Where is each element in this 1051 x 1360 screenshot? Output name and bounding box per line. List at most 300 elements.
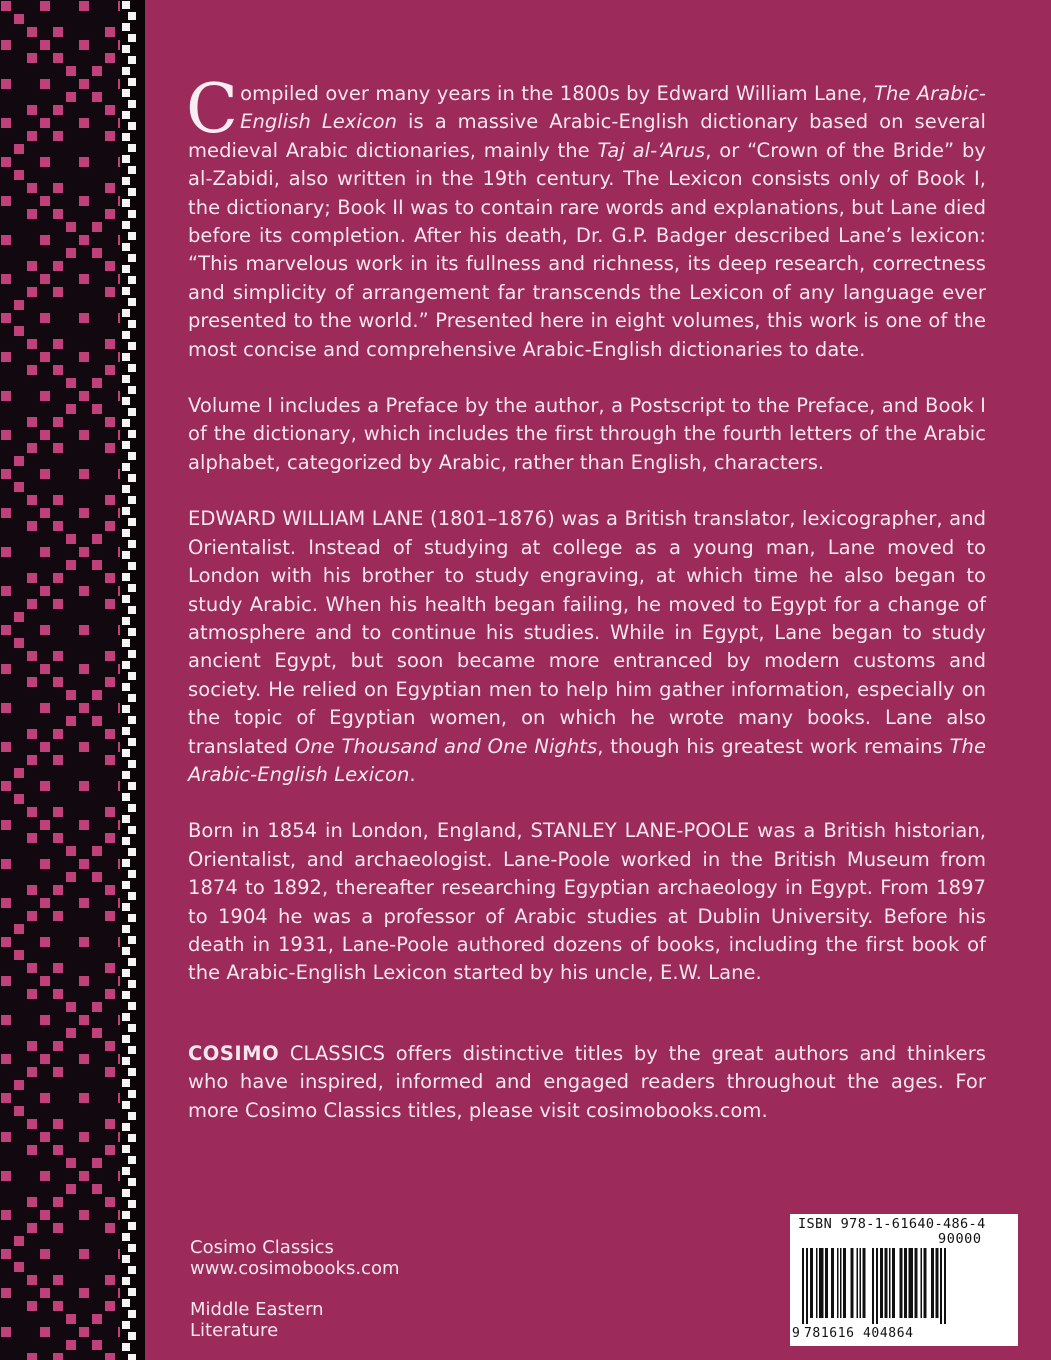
pattern-dot	[1, 1093, 11, 1103]
pattern-dot	[27, 573, 37, 583]
isbn-barcode: ISBN 978-1-61640-486-4 90000 9 781616 404864	[790, 1214, 1018, 1346]
pattern-dot	[1, 1015, 11, 1025]
pattern-dot	[14, 1236, 24, 1246]
pattern-dot	[92, 1158, 102, 1168]
checker-square	[128, 826, 136, 834]
pattern-dot	[79, 1210, 89, 1220]
pattern-dot	[105, 105, 115, 115]
pattern-dot	[40, 937, 50, 947]
publisher-website: www.cosimobooks.com	[190, 1258, 400, 1279]
pattern-dot	[53, 1353, 63, 1360]
checker-square	[128, 298, 136, 306]
checker-square	[122, 727, 130, 735]
pattern-dot	[40, 1093, 50, 1103]
pattern-dot	[1, 586, 11, 596]
checker-square	[128, 276, 136, 284]
checker-square	[122, 155, 130, 163]
pattern-dot	[1, 664, 11, 674]
pattern-dot	[53, 53, 63, 63]
checker-square	[122, 749, 130, 757]
pattern-dot	[92, 560, 102, 570]
pattern-dot	[27, 1301, 37, 1311]
pattern-dot	[40, 235, 50, 245]
checker-square	[128, 804, 136, 812]
checker-square	[122, 1277, 130, 1285]
pattern-dot	[53, 1197, 63, 1207]
pattern-dot	[105, 911, 115, 921]
pattern-dot	[40, 274, 50, 284]
source-title-italic: Taj al-‘Arus	[597, 138, 706, 162]
pattern-dot	[105, 729, 115, 739]
pattern-dot	[105, 521, 115, 531]
checker-square	[128, 562, 136, 570]
pattern-dot	[1, 79, 11, 89]
checker-square	[128, 1134, 136, 1142]
checker-square	[128, 1288, 136, 1296]
pattern-dot	[40, 664, 50, 674]
checker-square	[128, 12, 136, 20]
pattern-dot	[40, 898, 50, 908]
checker-square	[128, 606, 136, 614]
publisher-blurb: COSIMO CLASSICS offers distinctive titles by the great authors and thinkers who have inspired, informed and engaged readers throughout the ages. For more Cosimo Classics titles, please visit cosimobooks.com.	[188, 1041, 986, 1122]
pattern-dot	[27, 339, 37, 349]
pattern-dot	[105, 807, 115, 817]
checker-square	[128, 474, 136, 482]
pattern-dot	[105, 755, 115, 765]
checker-square	[128, 254, 136, 262]
checker-square	[128, 1156, 136, 1164]
checker-square	[122, 1035, 130, 1043]
barcode-bar	[810, 1248, 813, 1318]
pattern-dot	[1, 742, 11, 752]
pattern-dot	[105, 1041, 115, 1051]
pattern-dot	[66, 378, 76, 388]
pattern-dot	[53, 339, 63, 349]
pattern-dot	[92, 248, 102, 258]
border-edge	[138, 0, 145, 1360]
checker-square	[122, 881, 130, 889]
pattern-dot	[1, 1, 11, 11]
pattern-dot	[92, 716, 102, 726]
pattern-dot	[92, 534, 102, 544]
pattern-dot	[105, 989, 115, 999]
pattern-dot	[27, 521, 37, 531]
pattern-dot	[14, 1080, 24, 1090]
pattern-dot	[27, 963, 37, 973]
pattern-dot	[40, 508, 50, 518]
barcode-bar	[876, 1248, 878, 1324]
pattern-dot	[40, 1249, 50, 1259]
pattern-dot	[40, 625, 50, 635]
pattern-dot	[1, 274, 11, 284]
pattern-dot	[66, 872, 76, 882]
pattern-dot	[53, 885, 63, 895]
checker-square	[122, 771, 130, 779]
pattern-dot	[40, 742, 50, 752]
pattern-dot	[92, 1340, 102, 1350]
decorative-pattern-strip	[0, 0, 120, 1360]
pattern-dot	[14, 1106, 24, 1116]
pattern-dot	[92, 404, 102, 414]
pattern-dot	[1, 1249, 11, 1259]
checker-square	[122, 639, 130, 647]
checker-square	[128, 738, 136, 746]
pattern-dot	[53, 729, 63, 739]
pattern-dot	[14, 950, 24, 960]
pattern-dot	[27, 209, 37, 219]
pattern-dot	[27, 729, 37, 739]
pattern-dot	[79, 781, 89, 791]
pattern-dot	[14, 326, 24, 336]
barcode-bar	[860, 1248, 862, 1318]
pattern-dot	[27, 755, 37, 765]
pattern-dot	[27, 365, 37, 375]
pattern-dot	[66, 66, 76, 76]
pattern-dot	[40, 118, 50, 128]
checker-square	[122, 1255, 130, 1263]
checker-square	[128, 1024, 136, 1032]
pattern-dot	[53, 573, 63, 583]
pattern-dot	[66, 1314, 76, 1324]
pattern-dot	[1, 40, 11, 50]
checker-square	[122, 793, 130, 801]
checker-square	[128, 1046, 136, 1054]
book-title-italic: The Arabic-English Lexicon	[188, 734, 986, 786]
barcode-bar	[885, 1248, 888, 1318]
author-bio-lane: EDWARD WILLIAM LANE (1801–1876) was a British translator, lexicographer, and Orientalist. Instead of studying at college as a young man, Lane moved to London with his brother to study engraving, at which time he also began to study Arabic. When his health began failing, he moved to Egypt for a change of atmosphere and to continue his studies. While in Egypt, Lane began to study ancient Egypt, but soon became more entranced by modern customs and society. He relied on Egyptian men to help him gather information, especially on the topic of Egyptian women, on which he wrote many books. Lane also translated One Thousand and One Nights, though his greatest work remains The Arabic-English Lexicon.	[188, 507, 986, 786]
pattern-dot	[79, 976, 89, 986]
pattern-dot	[79, 235, 89, 245]
pattern-dot	[92, 1184, 102, 1194]
pattern-dot	[40, 196, 50, 206]
checker-square	[122, 815, 130, 823]
pattern-dot	[1, 235, 11, 245]
barcode-bar	[880, 1248, 883, 1318]
pattern-dot	[79, 1132, 89, 1142]
publisher-info	[190, 1237, 400, 1279]
checker-square	[128, 34, 136, 42]
pattern-dot	[40, 391, 50, 401]
checker-square	[128, 584, 136, 592]
checker-square	[122, 925, 130, 933]
pattern-dot	[40, 79, 50, 89]
pattern-dot	[79, 898, 89, 908]
pattern-dot	[79, 937, 89, 947]
pattern-dot	[79, 703, 89, 713]
pattern-dot	[14, 1262, 24, 1272]
pattern-dot	[1, 1288, 11, 1298]
checker-square	[128, 870, 136, 878]
barcode-bar	[837, 1248, 839, 1318]
checker-square	[128, 210, 136, 218]
barcode-bar	[909, 1248, 914, 1318]
pattern-dot	[66, 534, 76, 544]
checker-square	[128, 694, 136, 702]
pattern-dot	[92, 690, 102, 700]
pattern-dot	[105, 287, 115, 297]
barcode-bar	[900, 1248, 903, 1318]
pattern-dot	[66, 1028, 76, 1038]
barcode-bar	[825, 1248, 828, 1318]
pattern-dot	[40, 820, 50, 830]
pattern-dot	[79, 1327, 89, 1337]
pattern-dot	[40, 586, 50, 596]
pattern-dot	[1, 937, 11, 947]
checker-square	[128, 166, 136, 174]
pattern-dot	[105, 339, 115, 349]
barcode-bar	[819, 1248, 824, 1318]
pattern-dot	[14, 170, 24, 180]
pattern-dot	[1, 1210, 11, 1220]
pattern-dot	[27, 1275, 37, 1285]
pattern-dot	[79, 820, 89, 830]
checker-square	[122, 133, 130, 141]
pattern-dot	[79, 274, 89, 284]
pattern-dot	[66, 846, 76, 856]
pattern-dot	[1, 976, 11, 986]
checker-square	[122, 419, 130, 427]
pattern-dot	[92, 846, 102, 856]
price-code: 90000	[938, 1231, 982, 1247]
checker-square	[122, 441, 130, 449]
pattern-dot	[79, 118, 89, 128]
checker-square	[128, 980, 136, 988]
pattern-dot	[27, 495, 37, 505]
pattern-dot	[66, 690, 76, 700]
pattern-dot	[53, 261, 63, 271]
pattern-dot	[14, 482, 24, 492]
pattern-dot	[53, 105, 63, 115]
pattern-dot	[79, 547, 89, 557]
pattern-dot	[40, 781, 50, 791]
pattern-dot	[79, 196, 89, 206]
pattern-dot	[1, 196, 11, 206]
checker-square	[128, 452, 136, 460]
pattern-dot	[105, 1197, 115, 1207]
checker-square	[122, 1, 130, 9]
pattern-dot	[79, 625, 89, 635]
barcode-bar	[940, 1248, 942, 1324]
pattern-dot	[53, 911, 63, 921]
pattern-dot	[79, 79, 89, 89]
checker-square	[122, 1211, 130, 1219]
checker-square	[128, 540, 136, 548]
pattern-dot	[27, 417, 37, 427]
barcode-bar	[889, 1248, 891, 1318]
pattern-dot	[14, 456, 24, 466]
pattern-dot	[105, 599, 115, 609]
checker-square	[128, 892, 136, 900]
checker-square	[122, 1321, 130, 1329]
book-category: Middle Eastern Literature	[190, 1299, 324, 1341]
pattern-dot	[92, 92, 102, 102]
checker-square	[122, 1057, 130, 1065]
pattern-dot	[27, 53, 37, 63]
pattern-dot	[1, 547, 11, 557]
drop-cap: C	[186, 70, 239, 149]
pattern-dot	[105, 1353, 115, 1360]
checker-square	[128, 914, 136, 922]
checker-square	[128, 672, 136, 680]
pattern-dot	[14, 300, 24, 310]
barcode-bar	[816, 1248, 818, 1318]
pattern-dot	[105, 261, 115, 271]
pattern-dot	[14, 638, 24, 648]
pattern-dot	[1, 703, 11, 713]
checker-square	[122, 353, 130, 361]
barcode-bar	[931, 1248, 934, 1318]
description-paragraph-2: Volume I includes a Preface by the author, a Postscript to the Preface, and Book I of the dictionary, which includes the first through the fourth letters of the Arabic alphabet, categorized by Arabic, rather than English, characters.	[188, 394, 986, 474]
pattern-dot	[79, 508, 89, 518]
pattern-dot	[14, 14, 24, 24]
pattern-dot	[53, 755, 63, 765]
pattern-dot	[40, 40, 50, 50]
pattern-dot	[40, 547, 50, 557]
pattern-dot	[27, 27, 37, 37]
checker-square	[128, 1244, 136, 1252]
pattern-dot	[53, 443, 63, 453]
pattern-dot	[53, 1119, 63, 1129]
pattern-dot	[53, 417, 63, 427]
pattern-dot	[40, 859, 50, 869]
work-title-italic: One Thousand and One Nights	[294, 734, 598, 758]
checker-square	[122, 177, 130, 185]
pattern-dot	[27, 911, 37, 921]
barcode-bar	[802, 1248, 804, 1324]
pattern-dot	[14, 794, 24, 804]
description-paragraph-1: Compiled over many years in the 1800s by Edward William Lane, The Arabic-English Lexicon is a massive Arabic-English dictionary based on several medieval Arabic dictionaries, mainly the Taj al-‘Arus, or “Crown of the Bride” by al-Zabidi, also written in the 19th century. The Lexicon consists only of Book I, the dictionary; Book II was to contain rare words and explanations, but Lane died before its completion. After his death, Dr. G.P. Badger described Lane’s lexicon: “This marvelous work in its fullness and richness, its deep research, correctness and simplicity of arrangement far transcends the Lexicon of any language ever presented to the world.” Presented here in eight volumes, this work is one of the most concise and comprehensive Arabic-English dictionaries to date.	[186, 70, 986, 361]
checker-square	[122, 1013, 130, 1021]
author-bio-lane-poole: Born in 1854 in London, England, STANLEY LANE-POOLE was a British historian, Orientalist, and archaeologist. Lane-Poole worked in the British Museum from 1874 to 1892, thereafter researching Egyptian archaeology in Egypt. From 1897 to 1904 he was a professor of Arabic studies at Dublin University. Before his death in 1931, Lane-Poole authored dozens of books, including the first book of the Arabic-English Lexicon started by his uncle, E.W. Lane.	[188, 819, 986, 985]
checker-square	[122, 111, 130, 119]
checker-square	[128, 78, 136, 86]
pattern-dot	[105, 495, 115, 505]
checker-square	[128, 1178, 136, 1186]
pattern-dot	[27, 287, 37, 297]
checker-square	[128, 1112, 136, 1120]
pattern-dot	[27, 1041, 37, 1051]
checker-square	[128, 958, 136, 966]
pattern-dot	[105, 651, 115, 661]
barcode-bar	[863, 1248, 866, 1318]
pattern-dot	[40, 1327, 50, 1337]
checker-square	[128, 1332, 136, 1340]
pattern-dot	[53, 807, 63, 817]
pattern-dot	[27, 807, 37, 817]
pattern-dot	[105, 1223, 115, 1233]
checker-square	[122, 947, 130, 955]
pattern-dot	[53, 833, 63, 843]
pattern-dot	[1, 781, 11, 791]
checker-square	[128, 386, 136, 394]
pattern-dot	[1, 313, 11, 323]
pattern-dot	[79, 157, 89, 167]
checker-square	[128, 848, 136, 856]
barcode-bar	[936, 1248, 939, 1318]
pattern-dot	[79, 859, 89, 869]
pattern-dot	[1, 859, 11, 869]
pattern-dot	[53, 677, 63, 687]
checker-square	[122, 1101, 130, 1109]
pattern-dot	[40, 1171, 50, 1181]
pattern-dot	[27, 1353, 37, 1360]
pattern-dot	[105, 417, 115, 427]
pattern-dot	[79, 586, 89, 596]
pattern-dot	[27, 885, 37, 895]
pattern-dot	[1, 1054, 11, 1064]
pattern-dot	[66, 1158, 76, 1168]
checker-square	[122, 45, 130, 53]
pattern-dot	[105, 53, 115, 63]
checker-square	[128, 1266, 136, 1274]
pattern-dot	[79, 664, 89, 674]
pattern-dot	[79, 313, 89, 323]
barcode-bar	[843, 1248, 846, 1318]
pattern-dot	[1, 625, 11, 635]
checker-square	[122, 397, 130, 405]
pattern-dot	[53, 1275, 63, 1285]
checker-square	[122, 551, 130, 559]
pattern-dot	[105, 183, 115, 193]
pattern-dot	[105, 885, 115, 895]
checker-square	[128, 1090, 136, 1098]
barcode-bar	[851, 1248, 854, 1318]
pattern-dot	[79, 430, 89, 440]
pattern-dot	[105, 131, 115, 141]
pattern-dot	[1, 508, 11, 518]
pattern-dot	[40, 313, 50, 323]
pattern-dot	[53, 1067, 63, 1077]
pattern-dot	[27, 1119, 37, 1129]
pattern-dot	[27, 833, 37, 843]
checker-square	[122, 287, 130, 295]
checkered-border	[120, 0, 138, 1360]
barcode-bar	[840, 1248, 842, 1318]
pattern-dot	[40, 1210, 50, 1220]
pattern-dot	[66, 222, 76, 232]
checker-square	[122, 67, 130, 75]
pattern-dot	[1, 352, 11, 362]
pattern-dot	[53, 521, 63, 531]
checker-square	[122, 1123, 130, 1131]
barcode-bar	[872, 1248, 874, 1324]
pattern-dot	[105, 365, 115, 375]
pattern-dot	[66, 1184, 76, 1194]
pattern-dot	[40, 469, 50, 479]
pattern-dot	[105, 1067, 115, 1077]
checker-square	[122, 1233, 130, 1241]
pattern-dot	[79, 1093, 89, 1103]
checker-square	[128, 342, 136, 350]
pattern-dot	[105, 1119, 115, 1129]
checker-square	[128, 364, 136, 372]
brand-name: COSIMO	[188, 1041, 280, 1065]
checker-square	[122, 1145, 130, 1153]
book-title-italic: The Arabic-English Lexicon	[240, 82, 986, 134]
pattern-dot	[14, 924, 24, 934]
barcode-icon	[802, 1248, 1008, 1324]
checker-square	[122, 1079, 130, 1087]
pattern-dot	[79, 391, 89, 401]
pattern-dot	[40, 1015, 50, 1025]
checker-square	[128, 232, 136, 240]
pattern-dot	[53, 1145, 63, 1155]
checker-square	[122, 265, 130, 273]
pattern-dot	[27, 105, 37, 115]
checker-square	[122, 529, 130, 537]
pattern-dot	[79, 1015, 89, 1025]
checker-square	[122, 617, 130, 625]
